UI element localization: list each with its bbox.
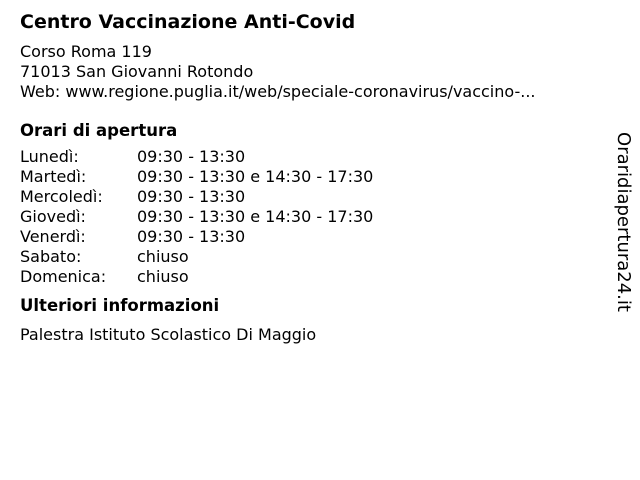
day-hours: chiuso xyxy=(137,267,189,286)
hours-row xyxy=(20,207,600,227)
day-label: Giovedì: xyxy=(20,207,86,226)
website-link[interactable]: Web: www.regione.puglia.it/web/speciale-coronavirus/vaccino-... xyxy=(20,82,536,101)
opening-hours-heading: Orari di apertura xyxy=(20,121,178,140)
address-street: Corso Roma 119 xyxy=(20,42,152,61)
day-label: Domenica: xyxy=(20,267,107,286)
day-hours: 09:30 - 13:30 xyxy=(137,187,246,206)
opening-hours-table xyxy=(20,147,600,287)
hours-row xyxy=(20,187,600,207)
address-city: 71013 San Giovanni Rotondo xyxy=(20,62,254,81)
day-label: Mercoledì: xyxy=(20,187,103,206)
day-hours: chiuso xyxy=(137,247,189,266)
hours-row xyxy=(20,267,600,287)
site-brand-label: Oraridiapertura24.it xyxy=(613,132,634,312)
hours-row xyxy=(20,227,600,247)
day-hours: 09:30 - 13:30 xyxy=(137,147,246,166)
day-hours: 09:30 - 13:30 e 14:30 - 17:30 xyxy=(137,207,374,226)
day-label: Martedì: xyxy=(20,167,87,186)
day-label: Lunedì: xyxy=(20,147,79,166)
day-label: Sabato: xyxy=(20,247,82,266)
hours-row xyxy=(20,247,600,267)
day-label: Venerdì: xyxy=(20,227,86,246)
day-hours: 09:30 - 13:30 e 14:30 - 17:30 xyxy=(137,167,374,186)
place-card xyxy=(20,10,600,345)
more-info-heading: Ulteriori informazioni xyxy=(20,296,220,315)
hours-row xyxy=(20,147,600,167)
hours-row xyxy=(20,167,600,187)
more-info-text: Palestra Istituto Scolastico Di Maggio xyxy=(20,325,317,344)
page-title: Centro Vaccinazione Anti-Covid xyxy=(20,11,356,33)
day-hours: 09:30 - 13:30 xyxy=(137,227,246,246)
